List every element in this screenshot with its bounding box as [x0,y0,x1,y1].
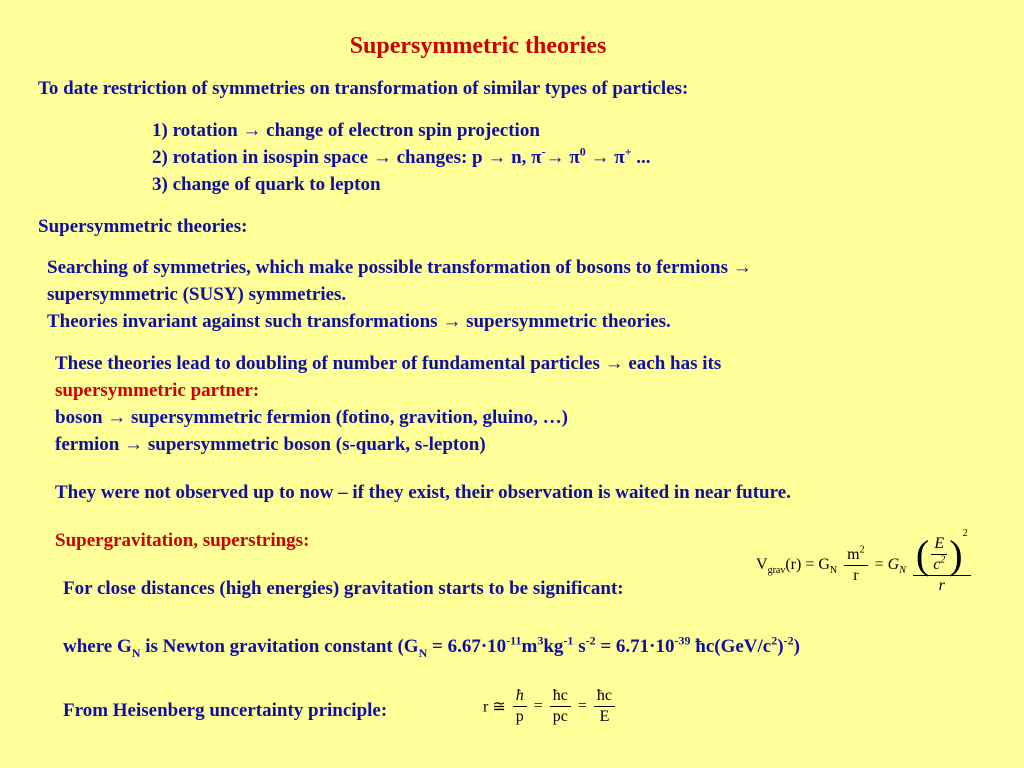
equals-sign: = [577,697,587,715]
text-line: Theories invariant against such transformations → supersymmetric theories. [47,311,671,332]
heisenberg-text: From Heisenberg uncertainty principle: [63,700,388,721]
text-line: Searching of symmetries, which make possible transformation of bosons to fermions → [47,257,752,278]
fraction: ( $\frac{E}{c^2}$ ) 2 r [913,534,971,596]
partners-paragraph [55,350,721,458]
formula-part: $V_{grav}(r) = G_N$ [756,556,838,577]
partner-highlight: supersymmetric partner: [55,380,260,401]
gravitation-formula [756,528,974,596]
list-item: 2) rotation in isospin space → changes: p → n, $\pi^-\to \pi^0 \to \pi^+$ ... [152,144,651,168]
equals-sign: = [533,697,543,715]
text-line: These theories lead to doubling of number of fundamental particles → each has its [55,353,722,374]
not-observed-text: They were not observed up to now – if they exist, their observation is waited in near future. [55,482,791,503]
fraction: $\frac{ħc}{E}$ [594,686,615,727]
list-item: 3) change of quark to lepton [152,174,381,195]
fraction: $\frac{ħ}{p}$ [513,686,527,727]
text-line: supersymmetric (SUSY) symmetries. [47,284,347,305]
fraction: $\frac{m^2}{r}$ [844,545,867,586]
susy-paragraph [47,254,752,335]
symmetry-list [152,117,651,198]
susy-heading: Supersymmetric theories: [38,216,248,237]
page-title: Supersymmetric theories [349,33,607,59]
equals-sign: = [874,556,884,573]
formula-part: r ≅ [483,698,506,716]
text-line: fermion → supersymmetric boson (s-quark, s-lepton) [55,434,486,455]
heisenberg-formula [483,686,618,727]
gravitation-text: For close distances (high energies) gravitation starts to be significant: [63,578,624,599]
list-item: 1) rotation → change of electron spin projection [152,120,540,141]
formula-part: $G_N$ [887,556,906,577]
intro-text: To date restriction of symmetries on transformation of similar types of particles: [38,78,689,99]
fraction: $\frac{ħc}{pc}$ [550,686,571,727]
text-line: boson → supersymmetric fermion (fotino, gravition, gluino, …) [55,407,568,428]
supergrav-heading: Supergravitation, superstrings: [55,530,310,551]
newton-constant-text: where $G_N$ is Newton gravitation constant ($G_N = 6.67\cdot 10^{-11}m^3kg^{-1}$ $s^{-2} = 6.71\cdot 10^{-39}$ $ħc(GeV/c^2)^{-2}$) [63,633,800,660]
